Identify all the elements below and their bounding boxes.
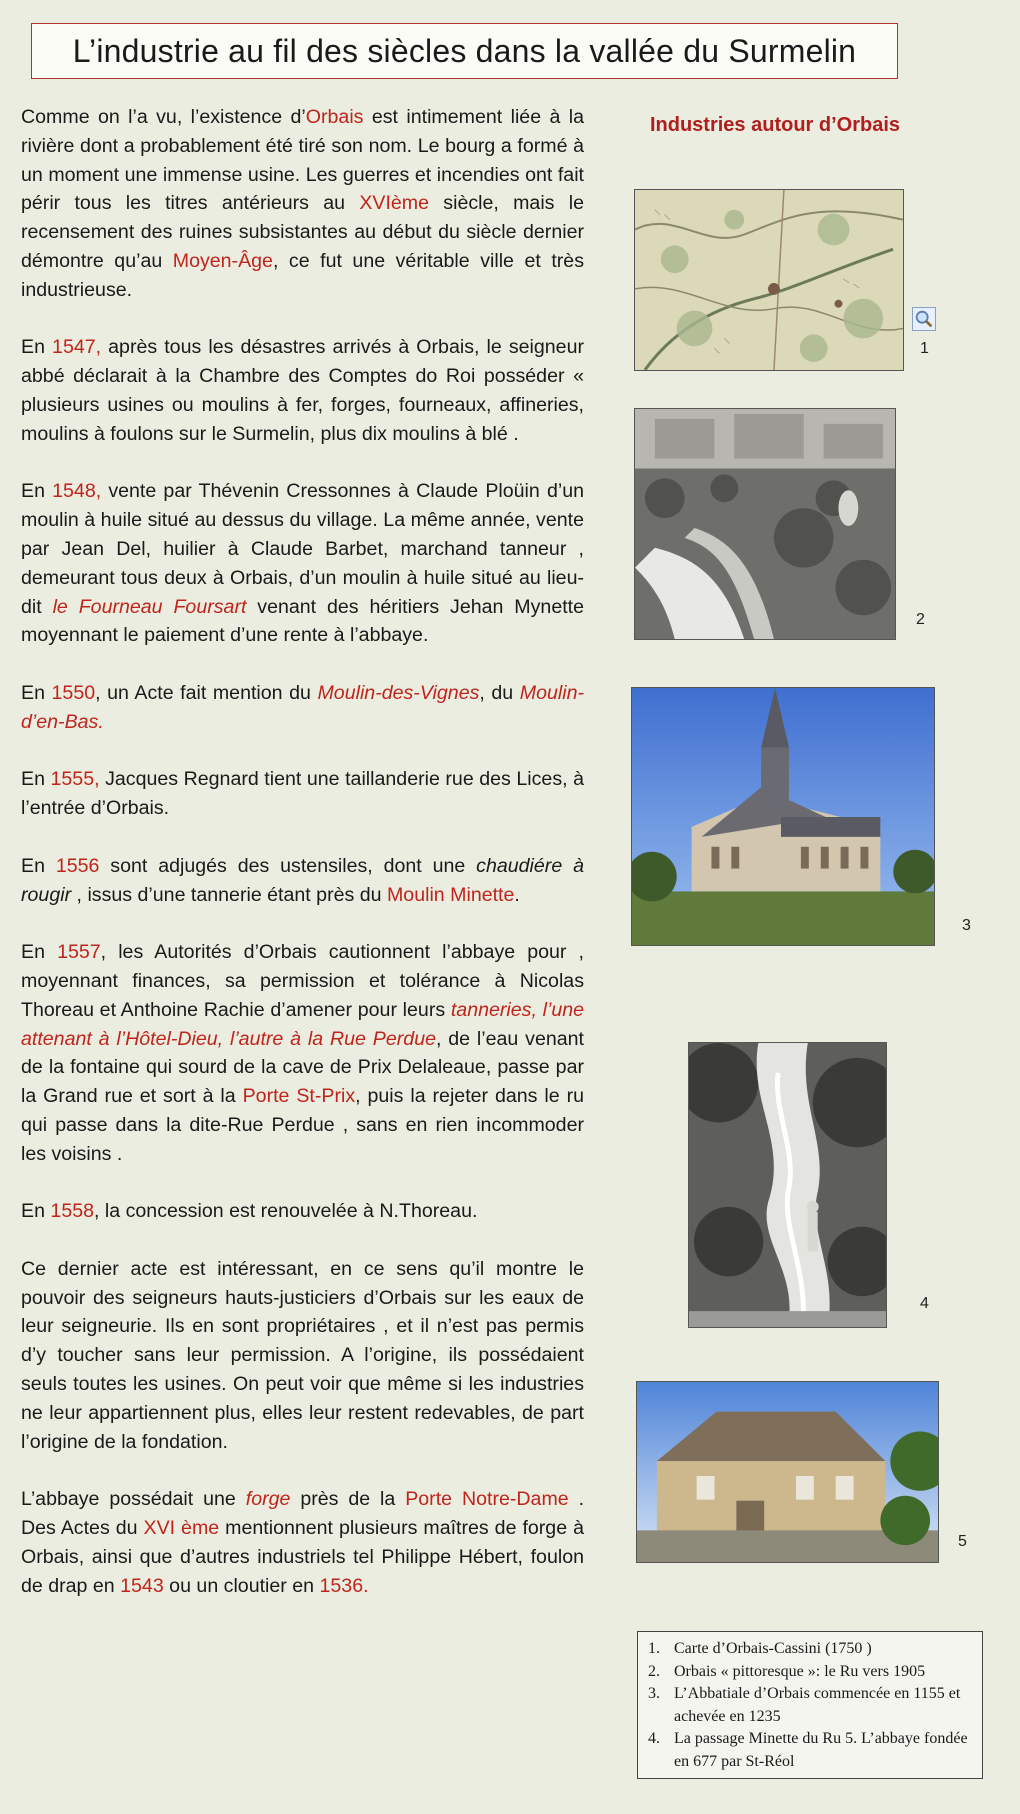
text-run: après tous les désastres arrivés à Orbais, le seigneur abbé déclarait à la Chambre des Comptes do Roi posséder « plusieurs usines ou moulins à fer, forges, fourneaux, affineries, moulins à foulons sur le Surmelin, plus dix moulins à blé . (21, 336, 584, 445)
highlighted-text: 1555, (50, 768, 100, 791)
photo-passage-minette[interactable] (688, 1042, 887, 1328)
text-run: , un Acte fait mention du (95, 681, 318, 704)
highlighted-text: 1543 (120, 1574, 164, 1597)
paragraph (21, 938, 584, 1168)
legend-number: 1. (648, 1640, 660, 1657)
highlighted-text: chaudiére à rougir (21, 854, 584, 906)
cassini-map-image (635, 190, 903, 370)
paragraph (21, 765, 584, 823)
photo-ru-1905[interactable] (634, 408, 896, 640)
zoom-magnifier-button[interactable] (912, 307, 936, 331)
legend-number: 3. (648, 1685, 660, 1702)
highlighted-text: Moulin-d’en-Bas. (21, 681, 584, 733)
legend-text: La passage Minette du Ru 5. L’abbaye fondée en 677 par St-Réol (674, 1730, 968, 1770)
photo-legend (637, 1631, 983, 1779)
text-run: . (514, 883, 520, 906)
text-run: Ce dernier acte est intéressant, en ce sens qu’il montre le pouvoir des seigneurs hauts-justiciers d’Orbais sur les eaux de leur seigneurie. Ils en sont propriétaires , et il n’est pas permis d’y toucher sans leur permission. A l’origine, ils possédaient seuls toutes les usines. On peut voir que même si les industries ne leur appartiennent plus, elles leur restent redevables, de part l’origine de la fondation. (21, 1257, 584, 1453)
highlighted-text: forge (245, 1488, 291, 1511)
paragraph (21, 679, 584, 737)
text-run: Jacques Regnard tient une taillanderie rue des Lices, à l’entrée d’Orbais. (21, 768, 584, 820)
photo-number-3: 3 (962, 917, 971, 934)
paragraph (21, 477, 584, 650)
highlighted-text: XVIème (359, 192, 430, 215)
text-run: En (21, 768, 51, 791)
legend-text: L’Abbatiale d’Orbais commencée en 1155 et achevée en 1235 (674, 1685, 961, 1725)
highlighted-text: 1548, (52, 480, 102, 503)
highlighted-text: Porte St-Prix (242, 1085, 356, 1108)
highlighted-text: 1557 (57, 941, 101, 964)
photo-number-4: 4 (920, 1295, 929, 1312)
page-title (31, 23, 898, 79)
text-run: siècle, mais le recensement des ruines subsistantes au début du siècle dernier démontre qu’au (21, 192, 584, 272)
highlighted-text: tanneries, l’une attenant à l’Hôtel-Dieu, l’autre à la Rue Perdue (21, 998, 585, 1050)
highlighted-text: 1536 (319, 1574, 364, 1597)
highlighted-text: Moulin Minette (386, 883, 515, 906)
paragraph (21, 1255, 584, 1457)
text-run: En (21, 1200, 51, 1223)
highlighted-text: Moulin-des-Vignes (317, 681, 480, 704)
text-run: vente par Thévenin Cressonnes à Claude Ploüin d’un moulin à huile situé au dessus du village. La même année, vente par Jean Del, huilier à Claude Barbet, marchand tanneur , demeurant tous deux à Orbais, d’un moulin à huile situé au lieu-dit (21, 480, 584, 618)
text-run: En (21, 854, 56, 877)
photo-number-5: 5 (958, 1533, 967, 1550)
abbatiale-image (632, 688, 934, 945)
text-run: En (21, 336, 53, 359)
text-run: L’abbaye possédait une (21, 1488, 246, 1511)
paragraph (21, 1197, 584, 1226)
photo-number-1: 1 (920, 340, 929, 357)
sidebar-heading: Industries autour d’Orbais (649, 114, 901, 136)
text-run: , puis la rejeter dans le ru qui passe dans la dite-Rue Perdue , sans en rien incommoder les voisins . (21, 1085, 584, 1165)
passage-minette-image (689, 1043, 886, 1327)
text-run: , ce fut une véritable ville et très industrieuse. (21, 249, 584, 301)
highlighted-text: XVI ème (143, 1517, 220, 1540)
highlighted-text: Moyen-Âge (172, 249, 273, 272)
photo-cassini-map[interactable] (634, 189, 904, 371)
paragraph (21, 852, 584, 910)
text-run: En (21, 681, 52, 704)
text-run: Comme on l’a vu, l’existence d’ (21, 106, 306, 128)
highlighted-text: 1550 (51, 681, 96, 704)
legend-text: Orbais « pittoresque »: le Ru vers 1905 (674, 1662, 926, 1680)
text-run: , issus d’une tannerie étant près du (71, 883, 387, 906)
legend-item (648, 1661, 972, 1684)
text-run: , la concession est renouvelée à N.Thoreau. (94, 1200, 478, 1223)
ru-1905-image (635, 409, 895, 639)
highlighted-text: Orbais (305, 106, 364, 128)
photo-number-2: 2 (916, 611, 925, 628)
text-run: ou un cloutier en (163, 1574, 320, 1597)
paragraph (21, 1485, 584, 1600)
text-run: près de la (290, 1488, 406, 1511)
paragraph (21, 333, 584, 448)
photo-abbatiale[interactable] (631, 687, 935, 946)
legend-number: 2. (648, 1662, 660, 1680)
text-run: , les Autorités d’Orbais cautionnent l’abbaye pour , moyennant finances, sa permission et tolérance à Nicolas Thoreau et Anthoine Rachie d’amener pour leurs (21, 941, 584, 1021)
article-body (21, 103, 584, 1600)
text-run: , du (479, 681, 520, 704)
page-title-text: L’industrie au fil des siècles dans la vallée du Surmelin (72, 32, 857, 69)
text-run: , de l’eau venant de la fontaine qui sourd de la cave de Prix Delaleaue, passe par la Grand rue et sort à la (21, 1027, 584, 1108)
highlighted-text: le Fourneau Foursart (52, 595, 247, 618)
legend-item (648, 1728, 972, 1773)
text-run: mentionnent plusieurs maîtres de forge à Orbais, ainsi que d’autres industriels tel Philippe Hébert, foulon de drap en (21, 1517, 584, 1597)
highlighted-text: Porte Notre-Dame (405, 1488, 569, 1511)
magnifier-icon (913, 308, 935, 330)
legend-item (648, 1638, 972, 1661)
highlighted-text: 1556 (55, 854, 100, 877)
legend-text: Carte d’Orbais-Cassini (1750 ) (674, 1640, 872, 1657)
text-run: est intimement liée à la rivière dont a probablement été tiré son nom. Le bourg a formé à un moment une immense usine. Les guerres et incendies ont fait périr tous les titres antérieurs au (21, 106, 584, 215)
text-run: En (21, 480, 53, 503)
photo-abbaye[interactable] (636, 1381, 939, 1563)
abbaye-image (637, 1382, 938, 1562)
highlighted-text: 1547, (52, 336, 102, 359)
legend-number: 4. (648, 1730, 660, 1747)
text-run: sont adjugés des ustensiles, dont une (99, 854, 477, 877)
highlighted-text: . (363, 1574, 369, 1597)
text-run: En (21, 941, 58, 964)
text-run: venant des héritiers Jehan Mynette moyennant le paiement d’une rente à l’abbaye. (21, 595, 584, 647)
paragraph (21, 103, 584, 305)
legend-item (648, 1683, 972, 1728)
highlighted-text: 1558 (50, 1200, 95, 1223)
text-run: . Des Actes du (21, 1488, 585, 1540)
